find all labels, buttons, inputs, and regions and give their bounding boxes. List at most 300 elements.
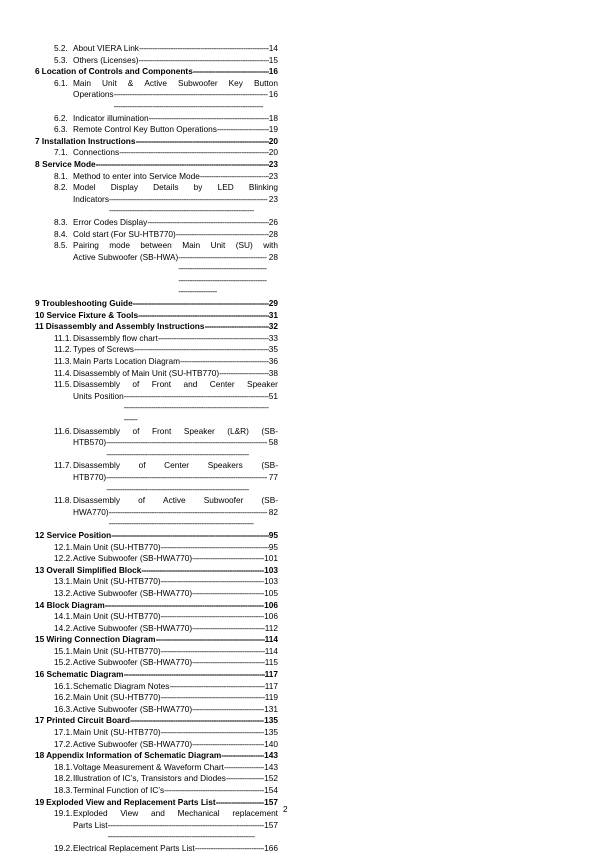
toc-section-entry[interactable]: [35, 750, 278, 762]
section-number: 10: [35, 309, 45, 320]
subsection-number: 18.1.: [54, 761, 73, 772]
toc-subsection-entry[interactable]: [54, 808, 278, 843]
subsection-page: 23: [268, 170, 278, 181]
subsection-title: Voltage Measurement & Waveform Chart: [73, 761, 224, 772]
title-word: Active: [144, 77, 167, 88]
toc-subsection-entry[interactable]: [54, 646, 278, 658]
title-word: Active: [163, 495, 186, 506]
subsection-page: 14: [268, 43, 278, 53]
dot-leader: [161, 646, 265, 658]
section-title: Overall Simplified Block: [46, 564, 142, 575]
title-word: Disassembly: [73, 379, 121, 390]
title-word: Center: [164, 460, 190, 471]
subsection-page: 143: [264, 761, 278, 772]
toc-section-entry[interactable]: [35, 310, 278, 322]
toc-section-entry[interactable]: [35, 600, 278, 612]
toc-subsection-entry[interactable]: [54, 773, 278, 785]
subsection-page: 103: [264, 576, 278, 587]
dot-leader: [217, 124, 269, 136]
title-word: with: [263, 240, 278, 251]
section-number: 18: [35, 750, 45, 761]
subsection-number: 11.5.: [54, 379, 72, 390]
title-word: &: [127, 77, 134, 88]
title-word: mode: [109, 240, 130, 251]
subsection-title: Cold start (For SU-HTB770): [73, 228, 176, 239]
toc-subsection-entry[interactable]: [54, 588, 278, 600]
subsection-title: Error Codes Display: [73, 216, 148, 227]
subsection-title: Active Subwoofer (SB-HWA770): [73, 703, 193, 714]
title-word: Model: [73, 182, 96, 193]
section-page: 32: [268, 321, 278, 332]
title-word: Pairing: [73, 240, 99, 251]
dot-leader: [192, 657, 265, 669]
section-number: 13: [35, 564, 45, 575]
title-word: Front: [151, 425, 172, 436]
subsection-title-line1: [73, 426, 278, 438]
subsection-title-line1: [73, 495, 278, 507]
subsection-page: 154: [264, 785, 278, 795]
subsection-page: 35: [268, 344, 278, 355]
toc-section-entry[interactable]: [35, 159, 278, 171]
subsection-number: 15.1.: [54, 645, 73, 656]
subsection-page: 105: [264, 587, 278, 598]
dot-leader: [219, 368, 269, 380]
subsection-title: Remote Control Key Button Operations: [73, 124, 217, 135]
toc-section-entry[interactable]: [35, 530, 278, 542]
toc-section-entry[interactable]: [35, 321, 278, 333]
subsection-page: 20: [268, 147, 278, 158]
section-number: 14: [35, 599, 45, 610]
dot-leader: [178, 252, 268, 298]
dot-leader: [119, 147, 269, 159]
subsection-title: Active Subwoofer (SB-HWA770): [73, 553, 193, 564]
subsection-title-line1: [73, 460, 278, 472]
dot-leader: [192, 623, 265, 635]
subsection-number: 17.2.: [54, 738, 73, 749]
section-page: 23: [268, 158, 278, 169]
subsection-title: About VIERA Link: [73, 43, 139, 53]
subsection-number: 8.4.: [54, 228, 68, 239]
dot-leader: [130, 715, 264, 727]
section-page: 16: [268, 66, 278, 77]
subsection-page: 26: [268, 216, 278, 227]
section-number: 11: [35, 321, 44, 332]
dot-leader: [156, 634, 265, 646]
subsection-title-line2: Active Subwoofer (SB-HWA): [73, 251, 179, 262]
section-title: Service Fixture & Tools: [46, 309, 139, 320]
dot-leader: [124, 669, 265, 681]
subsection-number: 8.2.: [54, 182, 68, 193]
subsection-page: 23: [268, 193, 278, 204]
title-word: by: [193, 182, 203, 193]
dot-leader: [158, 333, 269, 345]
toc-section-entry[interactable]: [35, 715, 278, 727]
subsection-title: Active Subwoofer (SB-HWA770): [73, 587, 193, 598]
subsection-page: 112: [264, 622, 278, 633]
dot-leader: [161, 692, 265, 704]
dot-leader: [192, 588, 264, 600]
title-word: Exploded: [73, 808, 108, 819]
subsection-number: 14.1.: [54, 611, 73, 622]
section-title: Appendix Information of Schematic Diagram: [46, 750, 222, 761]
subsection-title: Main Unit (SU-HTB770): [73, 576, 161, 587]
toc-subsection-entry[interactable]: [54, 611, 278, 623]
title-word: Blinking: [248, 182, 278, 193]
dot-leader: [164, 785, 264, 797]
dot-leader: [192, 704, 264, 716]
dot-leader: [161, 542, 269, 554]
title-word: Center: [209, 379, 235, 390]
table-of-contents: [0, 43, 595, 855]
subsection-title-line2: HTB770): [73, 471, 107, 482]
toc-subsection-entry[interactable]: [54, 681, 278, 693]
section-title: Disassembly and Assembly Instructions: [45, 321, 205, 332]
subsection-number: 6.1.: [54, 77, 68, 88]
dot-leader: [124, 391, 269, 426]
subsection-page: 152: [264, 773, 278, 784]
section-page: 103: [264, 564, 278, 575]
dot-leader: [205, 321, 269, 333]
title-word: (SB-: [261, 460, 278, 471]
subsection-number: 11.6.: [54, 425, 72, 436]
subsection-number: 17.1.: [54, 727, 73, 738]
toc-subsection-entry[interactable]: [54, 240, 278, 298]
subsection-page: 82: [268, 506, 278, 517]
dot-leader: [221, 750, 264, 762]
section-page: 31: [268, 309, 278, 320]
dot-leader: [138, 55, 268, 67]
title-word: Details: [153, 182, 179, 193]
subsection-title: Disassembly of Main Unit (SU-HTB770): [73, 367, 220, 378]
title-word: Disassembly: [73, 460, 121, 471]
subsection-number: 19.1.: [54, 808, 73, 819]
section-page: 106: [264, 599, 278, 610]
subsection-title-line2: Operations: [73, 89, 114, 100]
subsection-page: 18: [268, 112, 278, 123]
dot-leader: [224, 762, 264, 774]
subsection-page: 16: [268, 89, 278, 100]
section-page: 29: [268, 298, 278, 309]
subsection-title: Terminal Function of IC’s: [73, 785, 165, 795]
subsection-title-line1: [73, 182, 278, 194]
subsection-title: Types of Screws: [73, 344, 134, 355]
title-word: Speaker: [247, 379, 278, 390]
toc-subsection-entry[interactable]: [54, 460, 278, 495]
subsection-number: 8.5.: [54, 240, 68, 251]
subsection-number: 14.2.: [54, 622, 73, 633]
toc-subsection-entry[interactable]: [54, 495, 278, 530]
subsection-number: 13.1.: [54, 576, 73, 587]
section-page: 157: [264, 796, 278, 807]
subsection-number: 16.2.: [54, 692, 73, 703]
section-title: Block Diagram: [46, 599, 105, 610]
toc-subsection-entry[interactable]: [54, 379, 278, 425]
title-word: and: [150, 808, 165, 819]
title-word: View: [120, 808, 139, 819]
title-word: Main: [73, 77, 91, 88]
title-word: of: [132, 425, 140, 436]
subsection-number: 19.2.: [54, 842, 73, 853]
subsection-number: 12.2.: [54, 553, 73, 564]
dot-leader: [111, 530, 269, 542]
subsection-title: Main Unit (SU-HTB770): [73, 692, 161, 703]
section-number: 16: [35, 669, 45, 680]
toc-subsection-entry[interactable]: [54, 333, 278, 345]
title-word: of: [138, 495, 145, 506]
subsection-title: Main Unit (SU-HTB770): [73, 611, 161, 622]
subsection-number: 8.1.: [54, 170, 68, 181]
section-page: 114: [264, 634, 278, 645]
toc-subsection-entry[interactable]: [54, 553, 278, 565]
subsection-number: 7.1.: [54, 147, 68, 158]
title-word: Button: [253, 77, 278, 88]
subsection-title: Connections: [73, 147, 120, 158]
subsection-title-line1: [73, 808, 278, 820]
section-page: 135: [264, 715, 278, 726]
dot-leader: [109, 194, 269, 217]
subsection-title: Disassembly flow chart: [73, 332, 158, 343]
dot-leader: [193, 66, 269, 78]
dot-leader: [195, 843, 264, 855]
subsection-number: 11.4.: [54, 367, 72, 378]
subsection-title-line2: Indicators: [73, 193, 109, 204]
toc-subsection-entry[interactable]: [54, 657, 278, 669]
subsection-number: 6.2.: [54, 112, 68, 123]
subsection-title-line1: [73, 379, 278, 391]
toc-subsection-entry[interactable]: [54, 739, 278, 751]
toc-section-entry[interactable]: [35, 669, 278, 681]
dot-leader: [161, 727, 265, 739]
subsection-number: 11.8.: [54, 495, 72, 506]
subsection-page: 166: [264, 842, 278, 853]
title-word: (SB-: [261, 425, 278, 436]
dot-leader: [139, 43, 269, 55]
toc-subsection-entry[interactable]: [54, 623, 278, 635]
section-page: 95: [268, 529, 278, 540]
toc-subsection-entry[interactable]: [54, 762, 278, 774]
toc-section-entry[interactable]: [35, 136, 278, 148]
dot-leader: [161, 611, 265, 623]
subsection-title: Indicator illumination: [73, 112, 149, 123]
section-number: 17: [35, 715, 45, 726]
subsection-title: Method to enter into Service Mode: [73, 170, 200, 181]
subsection-title: Main Unit (SU-HTB770): [73, 645, 161, 656]
section-number: 12: [35, 529, 45, 540]
subsection-number: 18.2.: [54, 773, 73, 784]
toc-subsection-entry[interactable]: [54, 229, 278, 241]
dot-leader: [147, 217, 269, 229]
section-title: Service Mode: [42, 158, 96, 169]
section-title: Printed Circuit Board: [46, 715, 130, 726]
toc-subsection-entry[interactable]: [54, 426, 278, 461]
title-word: and: [183, 379, 198, 390]
subsection-page: 51: [268, 390, 278, 401]
title-word: between: [140, 240, 172, 251]
subsection-page: 28: [268, 228, 278, 239]
subsection-page: 115: [264, 657, 278, 668]
toc-subsection-entry[interactable]: [54, 344, 278, 356]
subsection-number: 6.3.: [54, 124, 68, 135]
toc-subsection-entry[interactable]: [54, 785, 278, 797]
subsection-page: 38: [268, 367, 278, 378]
toc-subsection-entry[interactable]: [54, 217, 278, 229]
section-number: 7: [35, 135, 40, 146]
section-title: Installation Instructions: [41, 135, 136, 146]
dot-leader: [105, 600, 264, 612]
subsection-page: 95: [268, 541, 278, 552]
subsection-title: Main Parts Location Diagram: [73, 356, 180, 367]
title-word: (L&R): [227, 425, 249, 436]
title-word: replacement: [232, 808, 278, 819]
subsection-number: 18.3.: [54, 785, 73, 795]
toc-section-entry[interactable]: [35, 565, 278, 577]
subsection-number: 11.7.: [54, 460, 72, 471]
dot-leader: [149, 113, 269, 125]
subsection-title: Active Subwoofer (SB-HWA770): [73, 657, 193, 668]
subsection-page: 157: [264, 819, 278, 830]
dot-leader: [192, 553, 264, 565]
toc-subsection-entry[interactable]: [54, 43, 278, 55]
subsection-title: Schematic Diagram Notes: [73, 680, 170, 691]
subsection-number: 11.3.: [54, 356, 72, 367]
title-word: Subwoofer: [203, 495, 244, 506]
subsection-title-line1: [73, 78, 278, 90]
toc-subsection-entry[interactable]: [54, 356, 278, 368]
section-number: 9: [35, 298, 40, 309]
section-title: Wiring Connection Diagram: [46, 634, 156, 645]
dot-leader: [141, 565, 264, 577]
title-word: of: [132, 379, 140, 390]
page-number: 2: [283, 804, 288, 814]
title-word: Disassembly: [73, 425, 121, 436]
subsection-page: 117: [264, 680, 278, 691]
title-word: Front: [151, 379, 172, 390]
subsection-title-line2: Units Position: [73, 390, 124, 401]
title-word: Main: [182, 240, 201, 251]
dot-leader: [161, 576, 265, 588]
dot-leader: [180, 356, 269, 368]
subsection-page: 58: [268, 437, 278, 448]
title-word: of: [138, 460, 146, 471]
toc-subsection-entry[interactable]: [54, 171, 278, 183]
title-word: (SU): [235, 240, 253, 251]
section-page: 117: [264, 669, 278, 680]
toc-subsection-entry[interactable]: [54, 113, 278, 125]
title-word: Unit: [210, 240, 226, 251]
section-number: 8: [35, 158, 40, 169]
subsection-page: 36: [268, 356, 278, 367]
subsection-number: 12.1.: [54, 541, 73, 552]
subsection-number: 8.3.: [54, 216, 68, 227]
title-word: Speaker: [183, 425, 215, 436]
section-page: 143: [264, 750, 278, 761]
subsection-title-line2: Parts List: [73, 819, 108, 830]
section-title: Location of Controls and Components: [41, 66, 193, 77]
toc-subsection-entry[interactable]: [54, 542, 278, 554]
dot-leader: [133, 298, 269, 310]
subsection-title-line2: HTB570): [73, 437, 107, 448]
toc-subsection-entry[interactable]: [54, 147, 278, 159]
toc-section-entry[interactable]: [35, 797, 278, 809]
dot-leader: [216, 797, 265, 809]
subsection-page: 119: [264, 692, 278, 703]
subsection-number: 11.2.: [54, 344, 72, 355]
section-number: 19: [35, 796, 45, 807]
section-title: Exploded View and Replacement Parts List: [46, 796, 216, 807]
title-word: LED: [217, 182, 234, 193]
subsection-page: 101: [264, 553, 278, 564]
subsection-title: Main Unit (SU-HTB770): [73, 541, 161, 552]
dot-leader: [192, 739, 264, 751]
title-word: (SB-: [261, 495, 278, 506]
toc-subsection-entry[interactable]: [54, 692, 278, 704]
subsection-page: 140: [264, 738, 278, 749]
subsection-title: Active Subwoofer (SB-HWA770): [73, 738, 193, 749]
section-title: Schematic Diagram: [46, 669, 124, 680]
toc-section-entry[interactable]: [35, 66, 278, 78]
toc-subsection-entry[interactable]: [54, 843, 278, 855]
subsection-page: 28: [268, 251, 278, 262]
subsection-number: 11.1.: [54, 332, 72, 343]
title-word: Disassembly: [73, 495, 121, 506]
title-word: Unit: [102, 77, 117, 88]
dot-leader: [138, 310, 269, 322]
subsection-page: 19: [268, 124, 278, 135]
section-number: 15: [35, 634, 45, 645]
dot-leader: [106, 437, 269, 460]
section-number: 6: [35, 66, 40, 77]
toc-subsection-entry[interactable]: [54, 727, 278, 739]
subsection-title-line1: [73, 240, 278, 252]
dot-leader: [134, 344, 269, 356]
subsection-number: 16.3.: [54, 703, 73, 714]
dot-leader: [109, 507, 269, 530]
toc-section-entry[interactable]: [35, 298, 278, 310]
subsection-number: 13.2.: [54, 587, 73, 598]
subsection-page: 114: [264, 645, 278, 656]
subsection-title: Others (Licenses): [73, 54, 139, 65]
toc-subsection-entry[interactable]: [54, 182, 278, 217]
subsection-page: 77: [268, 471, 278, 482]
title-word: Mechanical: [177, 808, 220, 819]
subsection-title: Active Subwoofer (SB-HWA770): [73, 622, 193, 633]
subsection-page: 33: [268, 332, 278, 343]
subsection-page: 15: [268, 54, 278, 65]
section-page: 20: [268, 135, 278, 146]
toc-subsection-entry[interactable]: [54, 124, 278, 136]
dot-leader: [114, 89, 269, 112]
subsection-title-line2: HWA770): [73, 506, 109, 517]
subsection-page: 131: [264, 703, 278, 714]
toc-subsection-entry[interactable]: [54, 368, 278, 380]
subsection-number: 15.2.: [54, 657, 73, 668]
dot-leader: [96, 159, 269, 171]
subsection-number: 5.2.: [54, 43, 68, 53]
title-word: Display: [110, 182, 138, 193]
title-word: Speakers: [207, 460, 243, 471]
toc-subsection-entry[interactable]: [54, 55, 278, 67]
subsection-page: 106: [264, 611, 278, 622]
toc-subsection-entry[interactable]: [54, 78, 278, 113]
toc-section-entry[interactable]: [35, 634, 278, 646]
dot-leader: [226, 773, 264, 785]
title-word: Subwoofer: [177, 77, 218, 88]
subsection-number: 16.1.: [54, 680, 73, 691]
subsection-title: Main Unit (SU-HTB770): [73, 727, 161, 738]
toc-subsection-entry[interactable]: [54, 704, 278, 716]
dot-leader: [169, 681, 264, 693]
toc-subsection-entry[interactable]: [54, 576, 278, 588]
